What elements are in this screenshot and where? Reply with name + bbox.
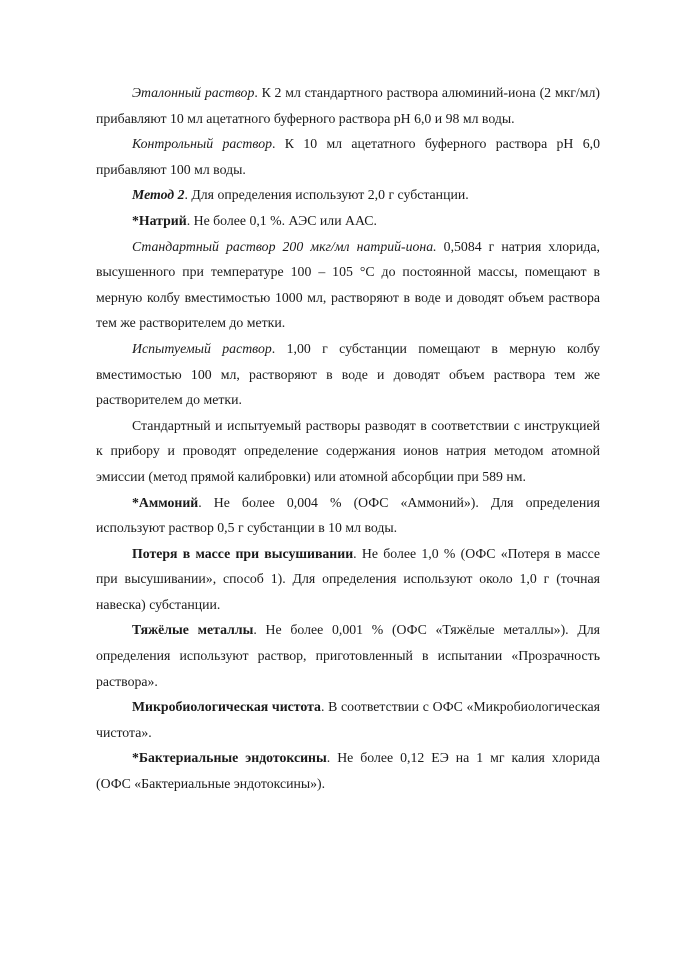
paragraph-loss-on-drying bbox=[96, 541, 600, 618]
paragraph-microbiological-purity bbox=[96, 694, 600, 745]
paragraph-lead: *Натрий bbox=[132, 212, 187, 228]
paragraph-lead: Метод 2 bbox=[132, 187, 185, 203]
paragraph-reference-solution bbox=[96, 80, 600, 131]
paragraph-lead: Микробиологическая чистота bbox=[132, 699, 321, 715]
paragraph-lead: Тяжёлые металлы bbox=[132, 622, 254, 638]
paragraph-text: . Для определения используют 2,0 г субстанции. bbox=[184, 187, 469, 203]
paragraph-text: . Не более 0,004 % (ОФС «Аммоний»). Для определения используют раствор 0,5 г субстанции в 10 мл воды. bbox=[96, 494, 600, 536]
paragraph-lead: Испытуемый раствор bbox=[132, 340, 272, 356]
paragraph-test-solution bbox=[96, 336, 600, 413]
paragraph-text: . Не более 0,001 % (ОФС «Тяжёлые металлы»). Для определения используют раствор, приготовленный в испытании «Прозрачность раствора». bbox=[96, 622, 600, 689]
paragraph-lead: Стандартный раствор 200 мкг/мл натрий-иона. bbox=[132, 238, 437, 254]
paragraph-lead: Эталонный раствор bbox=[132, 85, 255, 100]
paragraph-text: . К 10 мл ацетатного буферного раствора pH 6,0 прибавляют 100 мл воды. bbox=[96, 136, 600, 177]
paragraph-bacterial-endotoxins bbox=[96, 745, 600, 796]
paragraph-lead: *Бактериальные эндотоксины bbox=[132, 750, 327, 766]
paragraph-control-solution bbox=[96, 131, 600, 182]
paragraph-dilution-procedure bbox=[96, 413, 600, 490]
paragraph-text: . Не более 1,0 % (ОФС «Потеря в массе при высушивании», способ 1). Для определения используют около 1,0 г (точная навеска) субстанции. bbox=[96, 545, 601, 612]
document-body bbox=[96, 80, 600, 797]
paragraph-lead: *Аммоний bbox=[132, 494, 199, 510]
paragraph-method-2 bbox=[96, 182, 600, 208]
paragraph-text: . 1,00 г субстанции помещают в мерную колбу вместимостью 100 мл, растворяют в воде и доводят объем раствора тем же растворителем до метки. bbox=[96, 340, 600, 408]
paragraph-heavy-metals bbox=[96, 617, 600, 694]
paragraph-standard-solution bbox=[96, 234, 600, 336]
paragraph-sodium bbox=[96, 208, 600, 234]
paragraph-text: . В соответствии с ОФС «Микробиологическая чистота». bbox=[96, 699, 601, 740]
paragraph-ammonium bbox=[96, 490, 600, 541]
paragraph-text: . Не более 0,12 ЕЭ на 1 мг калия хлорида (ОФС «Бактериальные эндотоксины»). bbox=[96, 750, 600, 792]
paragraph-text: Стандартный и испытуемый растворы разводят в соответствии с инструкцией к прибору и проводят определение содержания ионов натрия методом атомной эмиссии (метод прямой калибровки) или атомной абсорбции при 589 нм. bbox=[96, 417, 600, 484]
paragraph-text: . К 2 мл стандартного раствора алюминий-иона (2 мкг/мл) прибавляют 10 мл ацетатного буферного раствора pH 6,0 и 98 мл воды. bbox=[96, 85, 600, 126]
paragraph-lead: Потеря в массе при высушивании bbox=[132, 545, 354, 561]
paragraph-text: 0,5084 г натрия хлорида, высушенного при температуре 100 – 105 °С до постоянной массы, помещают в мерную колбу вместимостью 1000 мл, растворяют в воде и доводят объем раствора тем же растворителем до метки. bbox=[96, 238, 600, 331]
paragraph-text: . Не более 0,1 %. АЭС или ААС. bbox=[186, 212, 377, 228]
paragraph-lead: Контрольный раствор bbox=[132, 136, 272, 152]
